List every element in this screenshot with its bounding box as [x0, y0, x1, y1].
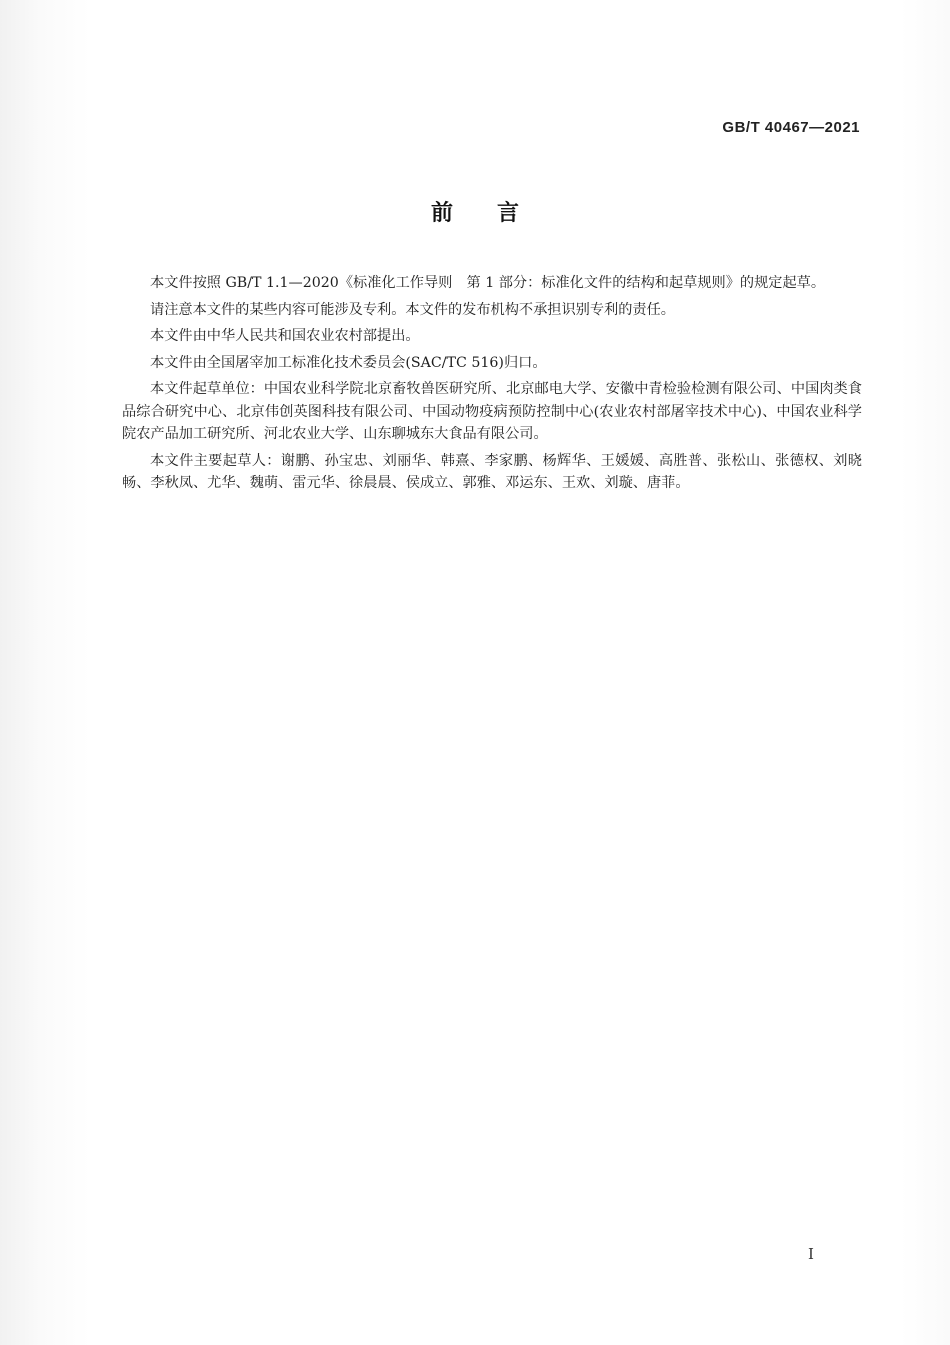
- page-number: I: [808, 1245, 814, 1263]
- paragraph-drafting-rules: 本文件按照 GB/T 1.1—2020《标准化工作导则 第 1 部分：标准化文件的结构和起草规则》的规定起草。: [150, 275, 826, 291]
- paragraph-drafting-units: 本文件起草单位：中国农业科学院北京畜牧兽医研究所、北京邮电大学、安徽中青检验检测有限公司、中国肉类食品综合研究中心、北京伟创英图科技有限公司、中国动物疫病预防控制中心(农业农村部屠宰技术中心)、中国农业科学院农产品加工研究所、河北农业大学、山东聊城东大食品有限公司。: [122, 381, 862, 442]
- paragraph-technical-committee: 本文件由全国屠宰加工标准化技术委员会(SAC/TC 516)归口。: [150, 354, 547, 371]
- paragraph-proposer: 本文件由中华人民共和国农业农村部提出。: [150, 328, 420, 344]
- paragraph-drafters: 本文件主要起草人：谢鹏、孙宝忠、刘丽华、韩熹、李家鹏、杨辉华、王媛媛、高胜普、张松山、张德权、刘晓畅、李秋凤、尤华、魏萌、雷元华、徐晨晨、侯成立、郭雅、邓运东、王欢、刘璇、唐菲。: [122, 452, 862, 491]
- paragraph-patent-notice: 请注意本文件的某些内容可能涉及专利。本文件的发布机构不承担识别专利的责任。: [150, 301, 675, 318]
- document-code: GB/T 40467—2021: [722, 119, 860, 136]
- preface-body: [122, 272, 862, 499]
- page-title: 前言: [430, 201, 563, 226]
